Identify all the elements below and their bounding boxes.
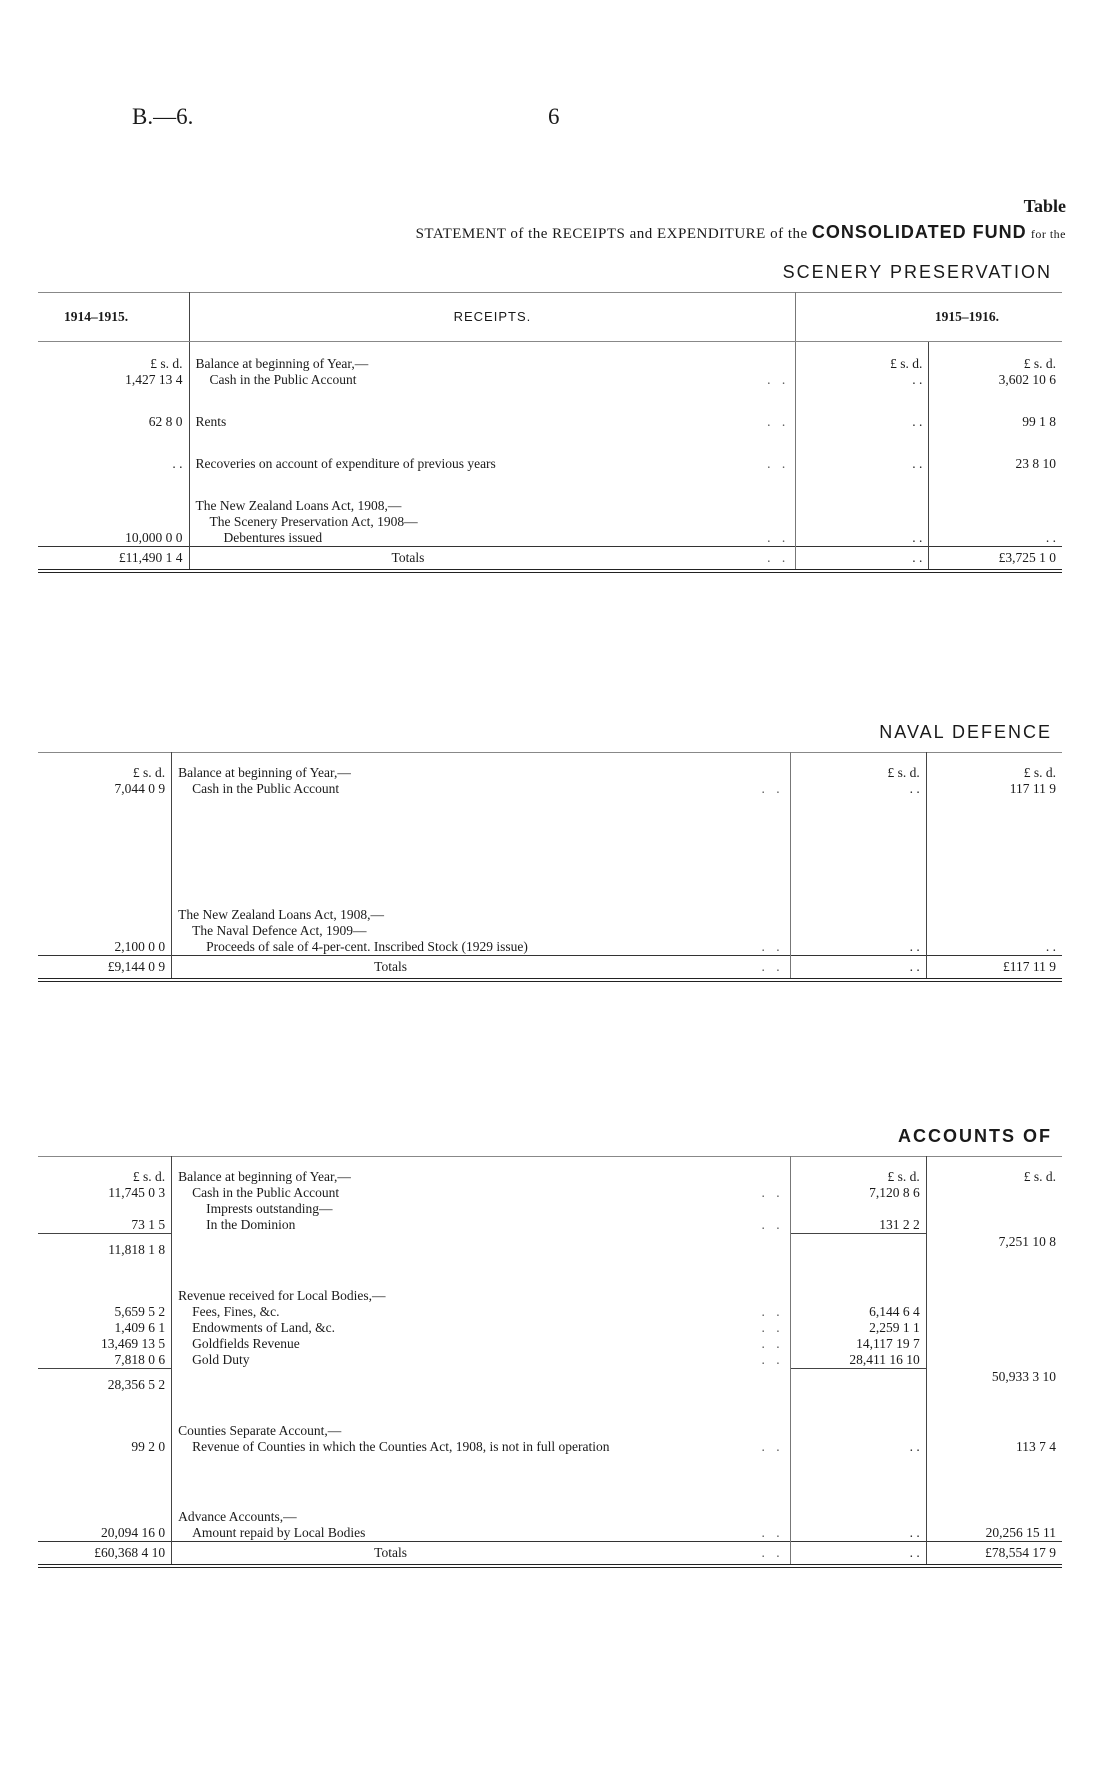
sections-2-rows-0-desc-2: Imprests outstanding— <box>206 1201 333 1216</box>
receipts-header: RECEIPTS. <box>189 293 796 342</box>
table-row <box>38 765 1062 797</box>
accounts-table <box>38 1156 1062 1568</box>
dots: . . <box>761 1336 784 1351</box>
sections-2-rows-4-right: 113 7 4 <box>1016 1439 1056 1454</box>
sections-1-totals-mid: . . <box>790 956 926 981</box>
table-row <box>38 456 1062 472</box>
sections-2-rows-2-desc-4: Gold Duty <box>192 1352 250 1367</box>
sections-0-rows-2-right: 23 8 10 <box>1015 456 1056 471</box>
table-row <box>38 1288 1062 1369</box>
table-row <box>38 498 1062 547</box>
sections-2-totals-label: Totals <box>374 1545 407 1560</box>
sections-2-rows-1-left: 11,818 1 8 <box>38 1234 172 1259</box>
sections-1-rows-1-right: . . <box>1045 939 1056 954</box>
dots: . . <box>761 1217 784 1232</box>
sections-2-rows-2-desc-2: Endowments of Land, &c. <box>192 1320 336 1335</box>
dots: . . <box>761 781 784 796</box>
sections-2-rows-0-right: £ s. d. <box>1023 1169 1056 1184</box>
sections-0-rows-0-right: £ s. d. 3,602 10 6 <box>998 356 1056 387</box>
sections-2-rows-0-desc-3: In the Dominion <box>206 1217 296 1232</box>
sections-1-rows-1-left: 2,100 0 0 <box>38 907 172 956</box>
sections-2-rows-4-desc-1: Revenue of Counties in which the Counties Act, 1908, is not in full operation <box>192 1439 610 1454</box>
sections-0-rows-1-right: 99 1 8 <box>1022 414 1056 429</box>
sections-2-rows-5-mid: . . <box>790 1509 926 1542</box>
dots: . . <box>761 1304 784 1319</box>
totals-row <box>38 1542 1062 1567</box>
sections-2-rows-2-desc-0: Revenue received for Local Bodies,— <box>178 1288 386 1303</box>
sections-0-totals-left: £11,490 1 4 <box>38 547 189 572</box>
sections-0-rows-1-mid: . . <box>796 414 929 430</box>
sections-1-rows-0-left: £ s. d. 7,044 0 9 <box>38 765 172 797</box>
sections-1-rows-0-mid: £ s. d. . . <box>790 765 926 797</box>
sections-0-rows-3-right: . . <box>1045 530 1056 545</box>
table-row <box>38 1509 1062 1542</box>
table-row <box>38 1423 1062 1455</box>
sections-1-rows-1-desc-0: The New Zealand Loans Act, 1908,— <box>178 907 384 922</box>
statement-title <box>416 222 1066 243</box>
totals-row <box>38 956 1062 981</box>
dots: . . <box>767 372 790 387</box>
sections-0-rows-3-left: 10,000 0 0 <box>38 498 189 547</box>
sections-0-rows-2-left: . . <box>38 456 189 472</box>
document-reference: B.—6. <box>132 104 194 129</box>
sections-0-rows-1-left: 62 8 0 <box>38 414 189 430</box>
fund-name: CONSOLIDATED FUND <box>811 222 1027 242</box>
sections-2-rows-2-desc-1: Fees, Fines, &c. <box>192 1304 280 1319</box>
sections-0-totals-label: Totals <box>391 550 425 565</box>
sections-2-rows-3-right: 50,933 3 10 <box>991 1368 1056 1384</box>
sections-2-rows-5-right: 20,256 15 11 <box>985 1525 1056 1540</box>
sections-1-totals-right: £117 11 9 <box>926 956 1062 981</box>
dots: . . <box>767 456 790 471</box>
sections-1-rows-1-mid: . . <box>790 907 926 956</box>
year1-header: 1914–1915. <box>38 293 189 342</box>
sections-2-rows-0-mid: £ s. d. 7,120 8 6 131 2 2 <box>790 1169 926 1234</box>
dots: . . <box>761 1185 784 1200</box>
sections-2-rows-5-desc-0: Advance Accounts,— <box>178 1509 297 1524</box>
dots: . . <box>767 530 790 545</box>
section-title-scenery: SCENERY PRESERVATION <box>782 262 1052 282</box>
sections-1-totals-left: £9,144 0 9 <box>38 956 172 981</box>
sections-1-rows-0-right: £ s. d. 117 11 9 <box>1009 765 1056 796</box>
sections-0-rows-3-desc-0: The New Zealand Loans Act, 1908,— <box>195 498 402 513</box>
table-row <box>38 414 1062 430</box>
sections-2-rows-3-left: 28,356 5 2 <box>38 1369 172 1394</box>
sections-0-totals-right: £3,725 1 0 <box>929 547 1062 572</box>
sections-2-rows-5-left: 20,094 16 0 <box>38 1509 172 1542</box>
table-row <box>38 907 1062 956</box>
dots: . . <box>767 550 790 565</box>
totals-row <box>38 547 1062 572</box>
sections-2-rows-2-mid: 6,144 6 4 2,259 1 1 14,117 19 7 28,411 16 10 <box>790 1288 926 1369</box>
section-title-naval: NAVAL DEFENCE <box>879 722 1052 742</box>
table-label: Table <box>1023 196 1066 216</box>
dots: . . <box>761 959 784 974</box>
page-number: 6 <box>548 104 560 129</box>
dots: . . <box>767 414 790 429</box>
sections-1-rows-1-desc-1: The Naval Defence Act, 1909— <box>192 923 367 938</box>
sections-2-rows-2-left: 5,659 5 2 1,409 6 1 13,469 13 5 7,818 0 6 <box>38 1288 172 1369</box>
sections-0-rows-0-desc-0: Balance at beginning of Year,— <box>195 356 369 371</box>
dots: . . <box>761 1352 784 1367</box>
sections-2-totals-mid: . . <box>790 1542 926 1567</box>
dots: . . <box>761 1525 784 1540</box>
statement-prefix: STATEMENT of the RECEIPTS and EXPENDITURE of the <box>415 226 808 242</box>
subtotal-row <box>38 1369 1062 1394</box>
sections-2-rows-4-mid: . . <box>790 1423 926 1455</box>
sections-0-rows-1-desc-0: Rents <box>195 414 227 429</box>
column-header-row <box>38 293 1062 342</box>
statement-suffix: for the <box>1030 227 1066 241</box>
sections-0-rows-0-left: £ s. d. 1,427 13 4 <box>38 356 189 388</box>
sections-1-rows-0-desc-1: Cash in the Public Account <box>192 781 340 796</box>
sections-0-rows-3-desc-1: The Scenery Preservation Act, 1908— <box>209 514 418 529</box>
sections-0-rows-3-desc-2: Debentures issued <box>223 530 323 545</box>
sections-2-rows-2-desc-3: Goldfields Revenue <box>192 1336 300 1351</box>
sections-0-rows-0-desc-1: Cash in the Public Account <box>209 372 357 387</box>
dots: . . <box>761 1320 784 1335</box>
sections-0-rows-0-mid: £ s. d. . . <box>796 356 929 388</box>
sections-2-rows-1-right: 7,251 10 8 <box>998 1233 1056 1249</box>
year2-header: 1915–1916. <box>929 293 1062 342</box>
scenery-table <box>38 292 1062 573</box>
sections-2-rows-0-desc-0: Balance at beginning of Year,— <box>178 1169 351 1184</box>
sections-0-rows-3-mid: . . <box>796 498 929 547</box>
sections-1-rows-0-desc-0: Balance at beginning of Year,— <box>178 765 351 780</box>
sections-1-totals-label: Totals <box>374 959 407 974</box>
table-row <box>38 356 1062 388</box>
sections-2-rows-0-desc-1: Cash in the Public Account <box>192 1185 340 1200</box>
dots: . . <box>761 1545 784 1560</box>
sections-2-totals-left: £60,368 4 10 <box>38 1542 172 1567</box>
dots: . . <box>761 939 784 954</box>
sections-2-rows-5-desc-1: Amount repaid by Local Bodies <box>192 1525 366 1540</box>
sections-0-rows-2-desc-0: Recoveries on account of expenditure of previous years <box>195 456 496 471</box>
subtotal-row <box>38 1234 1062 1259</box>
sections-1-rows-1-desc-2: Proceeds of sale of 4-per-cent. Inscribed Stock (1929 issue) <box>206 939 528 954</box>
naval-table <box>38 752 1062 982</box>
sections-2-rows-4-left: 99 2 0 <box>38 1423 172 1455</box>
sections-2-rows-0-left: £ s. d. 11,745 0 3 73 1 5 <box>38 1169 172 1234</box>
section-title-accounts: ACCOUNTS OF <box>898 1126 1052 1146</box>
sections-2-totals-right: £78,554 17 9 <box>926 1542 1062 1567</box>
sections-2-rows-4-desc-0: Counties Separate Account,— <box>178 1423 342 1438</box>
dots: . . <box>761 1439 784 1454</box>
sections-0-totals-mid: . . <box>796 547 929 572</box>
table-row <box>38 1169 1062 1234</box>
sections-0-rows-2-mid: . . <box>796 456 929 472</box>
